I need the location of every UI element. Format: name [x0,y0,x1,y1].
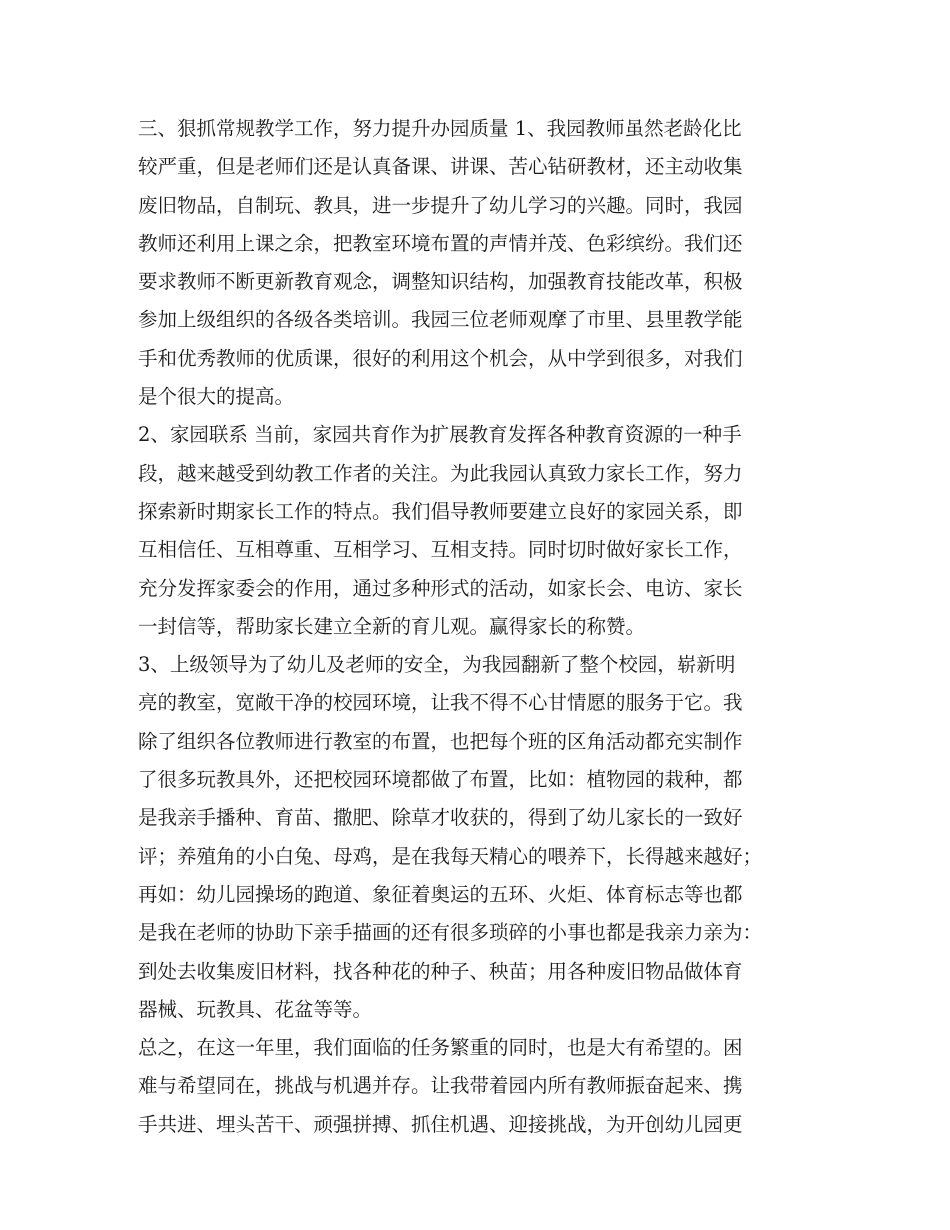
text-line: 评；养殖角的小白兔、母鸡，是在我每天精心的喂养下，长得越来越好； [138,844,763,868]
text-line: 参加上级组织的各级各类培训。我园三位老师观摩了市里、县里教学能 [138,308,743,332]
text-line: 段，越来越受到幼教工作者的关注。为此我园认真致力家长工作，努力 [138,461,743,485]
text-line: 是我在老师的协助下亲手描画的还有很多琐碎的小事也都是我亲力亲为： [138,921,763,945]
text-line: 总之，在这一年里，我们面临的任务繁重的同时，也是大有希望的。困 [138,1036,743,1060]
text-line: 除了组织各位教师进行教室的布置，也把每个班的区角活动都充实制作 [138,729,743,753]
text-line: 亮的教室，宽敞干净的校园环境，让我不得不心甘情愿的服务于它。我 [138,691,743,715]
text-line: 器械、玩教具、花盆等等。 [138,997,373,1021]
text-line: 探索新时期家长工作的特点。我们倡导教师要建立良好的家园关系，即 [138,499,743,523]
text-line: 一封信等，帮助家长建立全新的育儿观。赢得家长的称赞。 [138,614,646,638]
text-line: 手共进、埋头苦干、顽强拼搏、抓住机遇、迎接挑战，为开创幼儿园更 [138,1112,743,1136]
text-line: 手和优秀教师的优质课，很好的利用这个机会，从中学到很多，对我们 [138,346,743,370]
text-line: 是我亲手播种、育苗、撒肥、除草才收获的，得到了幼儿家长的一致好 [138,806,743,830]
text-line: 要求教师不断更新教育观念，调整知识结构，加强教育技能改革，积极 [138,270,743,294]
text-line: 2、家园联系 当前，家园共育作为扩展教育发挥各种教育资源的一种手 [138,423,742,447]
text-line: 了很多玩教具外，还把校园环境都做了布置，比如：植物园的栽种，都 [138,768,743,792]
text-line: 再如：幼儿园操场的跑道、象征着奥运的五环、火炬、体育标志等也都 [138,882,743,906]
text-line: 是个很大的提高。 [138,385,295,409]
text-line: 充分发挥家委会的作用，通过多种形式的活动，如家长会、电访、家长 [138,576,743,600]
text-line: 教师还利用上课之余，把教室环境布置的声情并茂、色彩缤纷。我们还 [138,231,743,255]
text-line: 3、上级领导为了幼儿及老师的安全，为我园翻新了整个校园，崭新明 [138,653,736,677]
text-line: 废旧物品，自制玩、教具，进一步提升了幼儿学习的兴趣。同时，我园 [138,193,743,217]
text-line: 三、狠抓常规教学工作，努力提升办园质量 1、我园教师虽然老龄化比 [138,117,742,140]
text-line: 互相信任、互相尊重、互相学习、互相支持。同时切时做好家长工作， [138,538,743,562]
text-line: 难与希望同在，挑战与机遇并存。让我带着园内所有教师振奋起来、携 [138,1074,743,1098]
text-line: 到处去收集废旧材料，找各种花的种子、秧苗；用各种废旧物品做体育 [138,959,743,983]
body-text [138,110,828,1144]
text-line: 较严重，但是老师们还是认真备课、讲课、苦心钻研教材，还主动收集 [138,155,743,179]
